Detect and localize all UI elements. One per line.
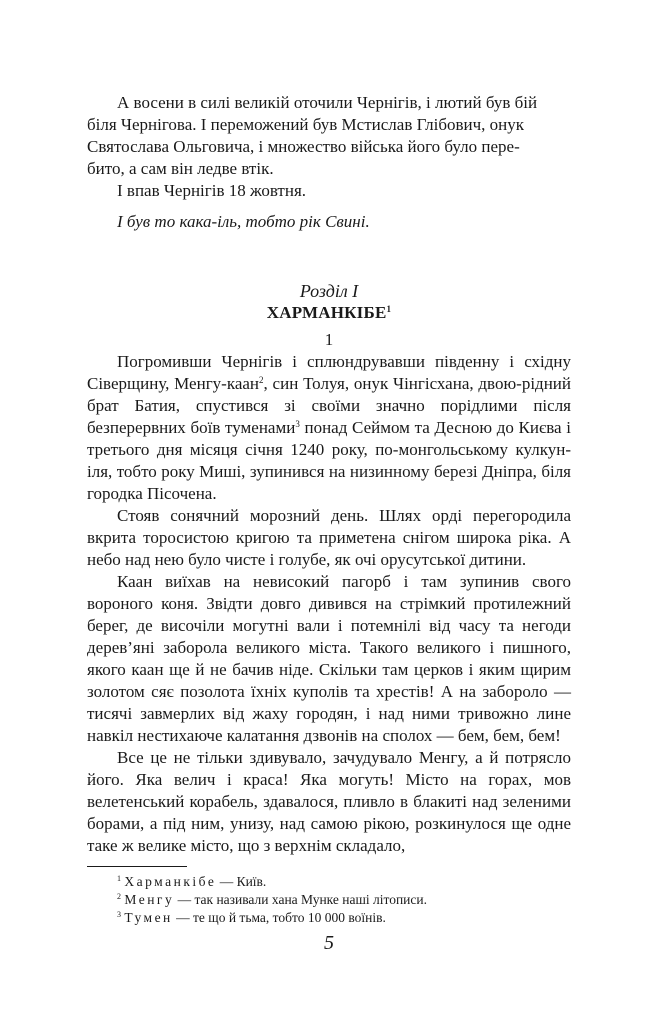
section-number: 1 [324, 330, 334, 349]
footnote-term: Харманкібе [124, 874, 217, 889]
text-line: А восени в силі великій оточили Чернігів, і лютий був бій [117, 93, 538, 112]
intro-paragraph-1 [87, 92, 571, 180]
footnote-number: 2 [117, 892, 121, 901]
footnote-1 [87, 873, 571, 891]
footnote-text: — так називали хана Мунке наші літописи. [174, 892, 428, 907]
footnote-number: 3 [117, 910, 121, 919]
intro-paragraph-2: І впав Чернігів 18 жовтня. [117, 181, 307, 200]
footnote-text: — те що й тьма, тобто 10 000 воїнів. [172, 910, 386, 925]
footnotes [87, 873, 571, 927]
footnote-ref: 1 [386, 304, 392, 314]
text-run: понад Сеймом та Десною до Києва і третього дня місяця січня 1240 року, по-монгольському кулкун-іля, тобто року Миші, зупинився на низинному березі Дніпра, біля городка Пісочена. [87, 418, 571, 503]
chapter-label: Розділ І [299, 281, 359, 301]
footnote-text: — Київ. [216, 874, 267, 889]
body-paragraph-2: Стояв сонячний морозний день. Шлях орді перегородила вкрита торосистою кригою та приметена снігом широка ріка. А небо над нею було чисте і голубе, як очі орусутської дитини. [87, 506, 571, 569]
chapter-title-text: ХАРМАНКІБЕ [266, 303, 387, 322]
page-content [87, 92, 571, 927]
page-number: 5 [324, 932, 334, 954]
body-paragraph-3: Каан виїхав на невисокий пагорб і там зупинив свого вороного коня. Звідти довго дивився на стрімкий протилежний берег, де височіли могутні вали і потемнілі від часу та негоди дерев’яні заборола великого міста. Такого великого і пишного, якого каан ще й не бачив ніде. Скільки там церков і яким щирим золотом сяє позолота їхніх куполів та хрестів! А на забороло — тисячі завмерлих від жаху городян, і над ними тривожно лине навкіл нестихаюче калатання дзвонів на сполох — бем, бем, бем! [87, 572, 571, 745]
text-line: Святослава Ольговича, і множество війська його було пере- [87, 137, 520, 156]
footnote-divider [87, 866, 187, 867]
footnote-3 [87, 909, 571, 927]
footnote-term: Менгу [124, 892, 175, 907]
footnote-term: Тумен [124, 910, 173, 925]
footnote-number: 1 [117, 874, 121, 883]
chapter-heading [87, 280, 571, 351]
footnote-2 [87, 891, 571, 909]
footnote-ref: 3 [295, 419, 300, 429]
body-paragraph-4: Все це не тільки здивувало, зачудувало Менгу, а й потрясло його. Яка велич і краса! Яка могуть! Місто на горах, мов велетенський корабель, здавалося, пливло в блакиті над зеленими борами, а під ним, унизу, над самою рікою, розкинулося ще одне таке ж велике місто, що з верхнім складало, [87, 748, 571, 855]
text-run: Погромивши Чернігів і сплюндрувавши південну і східну Сіверщину, Менгу-каан [87, 352, 571, 393]
text-line: бито, а сам він ледве втік. [87, 159, 274, 178]
text-run: , син Толуя, онук Чінгісхана, двою-рідний брат Батия, спустився зі своїми значно порідлими після безперервних боїв туменами [87, 374, 571, 437]
body-paragraph-1 [87, 351, 571, 505]
footnote-ref: 2 [259, 375, 264, 385]
text-line: біля Чернігова. І переможений був Мстислав Глібович, онук [87, 115, 525, 134]
intro-paragraph-3: І був то кака-іль, тобто рік Свині. [117, 212, 370, 231]
chapter-title [87, 302, 571, 324]
